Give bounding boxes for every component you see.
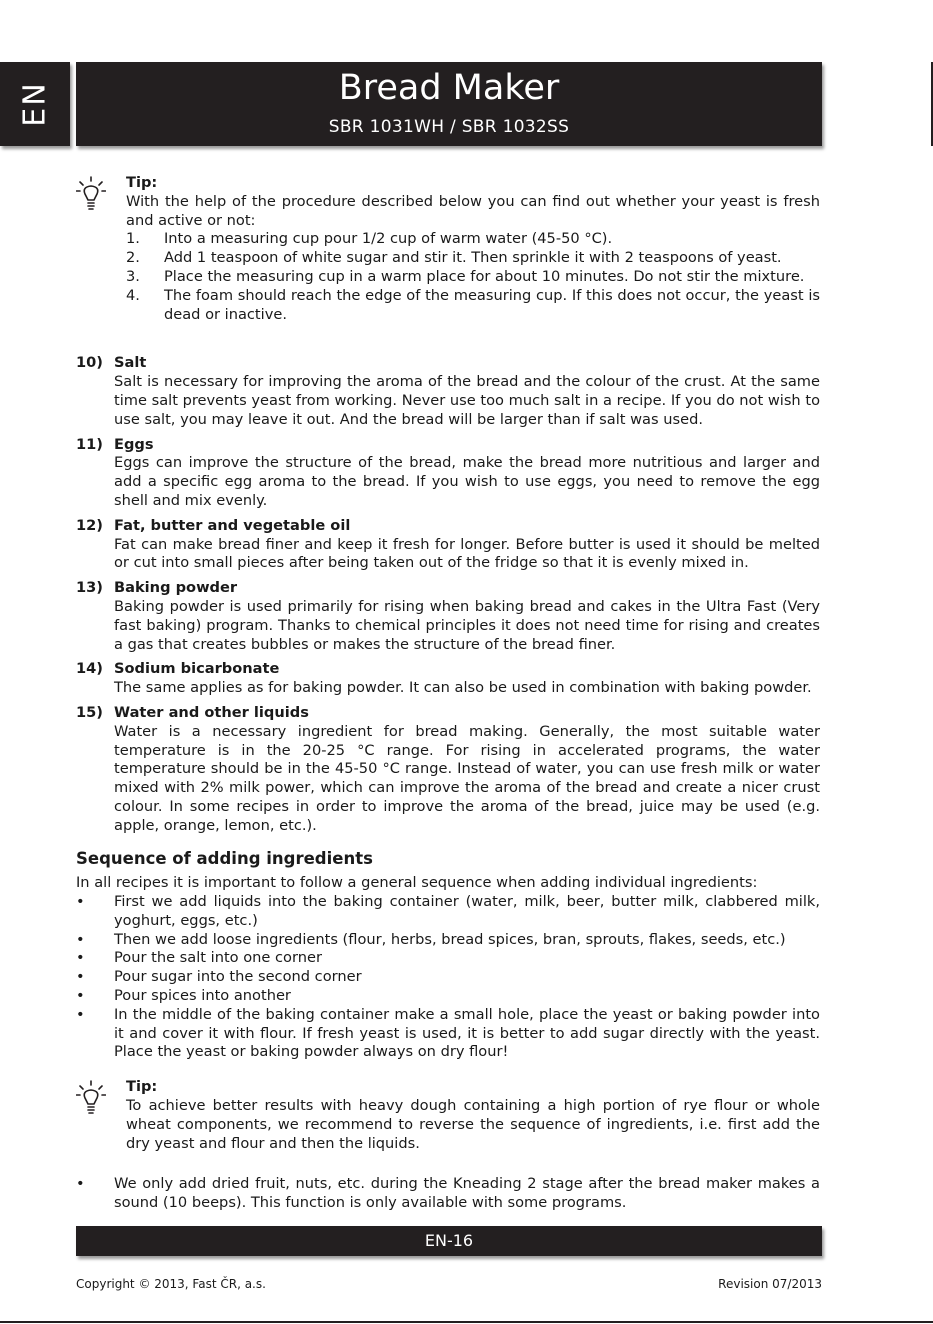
lightbulb-icon: [76, 1080, 106, 1118]
ingredient-list: [76, 354, 820, 835]
bottom-rule: [0, 1321, 933, 1323]
page-header: [76, 62, 822, 146]
bullet-item: • We only add dried fruit, nuts, etc. during the Kneading 2 stage after the bread maker makes a sound (10 beeps). This function is only available with some programs.: [76, 1175, 820, 1213]
page-title: Bread Maker: [338, 68, 560, 108]
ingredient-item: 10) Salt Salt is necessary for improving the aroma of the bread and the colour of the crust. At the same time salt prevents yeast from working. Never use too much salt in a recipe. If you do not wish to use salt, you may leave it out. And the bread will be larger than if salt was used.: [76, 354, 820, 428]
ingredient-body: The same applies as for baking powder. It can also be used in combination with baking powder.: [114, 679, 812, 697]
tip-yeast-test: [76, 174, 820, 324]
revision: Revision 07/2013: [718, 1277, 822, 1291]
ingredient-body: Salt is necessary for improving the aroma of the bread and the colour of the crust. At the same time salt prevents yeast from working. Never use too much salt in a recipe. If you do not wish to use salt, you may leave it out. And the bread will be larger than if salt was used.: [114, 373, 820, 428]
language-code: EN: [17, 81, 53, 127]
ingredient-item: 14) Sodium bicarbonate The same applies as for baking powder. It can also be used in combination with baking powder.: [76, 660, 820, 698]
section-intro: In all recipes it is important to follow a general sequence when adding individual ingredients:: [76, 874, 758, 892]
ingredient-item: 13) Baking powder Baking powder is used primarily for rising when baking bread and cakes in the Ultra Fast (Very fast baking) program. Thanks to chemical principles it does not need time for rising and creates a gas that creates bubbles or makes the structure of the bread finer.: [76, 579, 820, 653]
final-bullets: [76, 1175, 820, 1213]
ingredient-body: Water is a necessary ingredient for bread making. Generally, the most suitable water temperature is in the 20-25 °C range. For rising in accelerated programs, the water temperature should be in the 45-50 °C range. Instead of water, you can use fresh milk or water mixed with 2% milk power, which can improve the aroma of the bread and create a nicer crust colour. In some recipes in order to improve the aroma of the bread, juice may be used (e.g. apple, orange, lemon, etc.).: [114, 722, 820, 834]
ingredient-heading: Water and other liquids: [114, 703, 309, 721]
tip-text: With the help of the procedure described below you can find out whether your yeast is fresh and active or not:: [126, 192, 820, 229]
tip-text: To achieve better results with heavy dough containing a high portion of rye flour or whole wheat components, we recommend to reverse the sequence of ingredients, i.e. first add the dry yeast and flour and then the liquids.: [126, 1097, 820, 1152]
ingredient-heading: Sodium bicarbonate: [114, 660, 280, 678]
ingredient-item: 15) Water and other liquids Water is a necessary ingredient for bread making. Generally, the most suitable water temperature is in the 20-25 °C range. For rising in accelerated programs, the water temperature should be in the 45-50 °C range. Instead of water, you can use fresh milk or water mixed with 2% milk power, which can improve the aroma of the bread and create a nicer crust colour. In some recipes in order to improve the aroma of the bread, juice may be used (e.g. apple, orange, lemon, etc.).: [76, 703, 820, 834]
bullet-item: • Then we add loose ingredients (flour, herbs, bread spices, bran, sprouts, flakes, seeds, etc.): [76, 931, 820, 950]
ingredient-item: 12) Fat, butter and vegetable oil Fat can make bread finer and keep it fresh for longer. Before butter is used it should be melted or cut into small pieces after being taken out of the fridge so that it is evenly mixed in.: [76, 516, 820, 572]
ingredient-body: Eggs can improve the structure of the bread, make the bread more nutritious and larger and add a specific egg aroma to the bread. If you wish to use eggs, you need to remove the egg shell and mix evenly.: [114, 454, 820, 509]
tip-heavy-dough: [76, 1078, 820, 1153]
ingredient-body: Fat can make bread finer and keep it fresh for longer. Before butter is used it should be melted or cut into small pieces after being taken out of the fridge so that it is evenly mixed in.: [114, 535, 820, 572]
section-heading: Sequence of adding ingredients: [76, 848, 373, 868]
copyright: Copyright © 2013, Fast ČR, a.s.: [76, 1277, 266, 1291]
language-tab: [0, 62, 70, 146]
ingredient-heading: Salt: [114, 354, 147, 372]
bullet-item: • First we add liquids into the baking container (water, milk, beer, butter milk, clabbered milk, yoghurt, eggs, etc.): [76, 893, 820, 931]
ingredient-item: 11) Eggs Eggs can improve the structure of the bread, make the bread more nutritious and larger and add a specific egg aroma to the bread. If you wish to use eggs, you need to remove the egg shell and mix evenly.: [76, 435, 820, 509]
tip-step: 4. The foam should reach the edge of the measuring cup. If this does not occur, the yeast is dead or inactive.: [126, 286, 820, 323]
model-numbers: SBR 1031WH / SBR 1032SS: [328, 117, 570, 137]
ingredient-heading: Baking powder: [114, 579, 238, 597]
tip-steps: [126, 230, 820, 324]
tip-label: Tip:: [126, 1078, 158, 1096]
tip-step: 2. Add 1 teaspoon of white sugar and stir it. Then sprinkle it with 2 teaspoons of yeast.: [126, 249, 782, 267]
tip-step: 3. Place the measuring cup in a warm place for about 10 minutes. Do not stir the mixture.: [126, 267, 805, 285]
lightbulb-icon: [76, 176, 106, 214]
page-number: EN-16: [424, 1231, 474, 1250]
bullet-item: • In the middle of the baking container make a small hole, place the yeast or baking powder into it and cover it with flour. If fresh yeast is used, it is better to add sugar directly with the yeast. Place the yeast or baking powder always on dry flour!: [76, 1006, 820, 1062]
ingredient-body: Baking powder is used primarily for rising when baking bread and cakes in the Ultra Fast (Very fast baking) program. Thanks to chemical principles it does not need time for rising and creates a gas that creates bubbles or makes the structure of the bread finer.: [114, 597, 820, 653]
sequence-bullets: [76, 893, 820, 1062]
bullet-item: • Pour sugar into the second corner: [76, 968, 820, 987]
main-content: [76, 174, 820, 1213]
bullet-item: • Pour the salt into one corner: [76, 949, 820, 968]
ingredient-heading: Eggs: [114, 435, 154, 453]
tip-label: Tip:: [126, 174, 158, 191]
page-number-bar: [76, 1226, 822, 1256]
tip-step: 1. Into a measuring cup pour 1/2 cup of warm water (45-50 °C).: [126, 230, 613, 248]
ingredient-heading: Fat, butter and vegetable oil: [114, 516, 351, 534]
bullet-item: • Pour spices into another: [76, 987, 820, 1006]
